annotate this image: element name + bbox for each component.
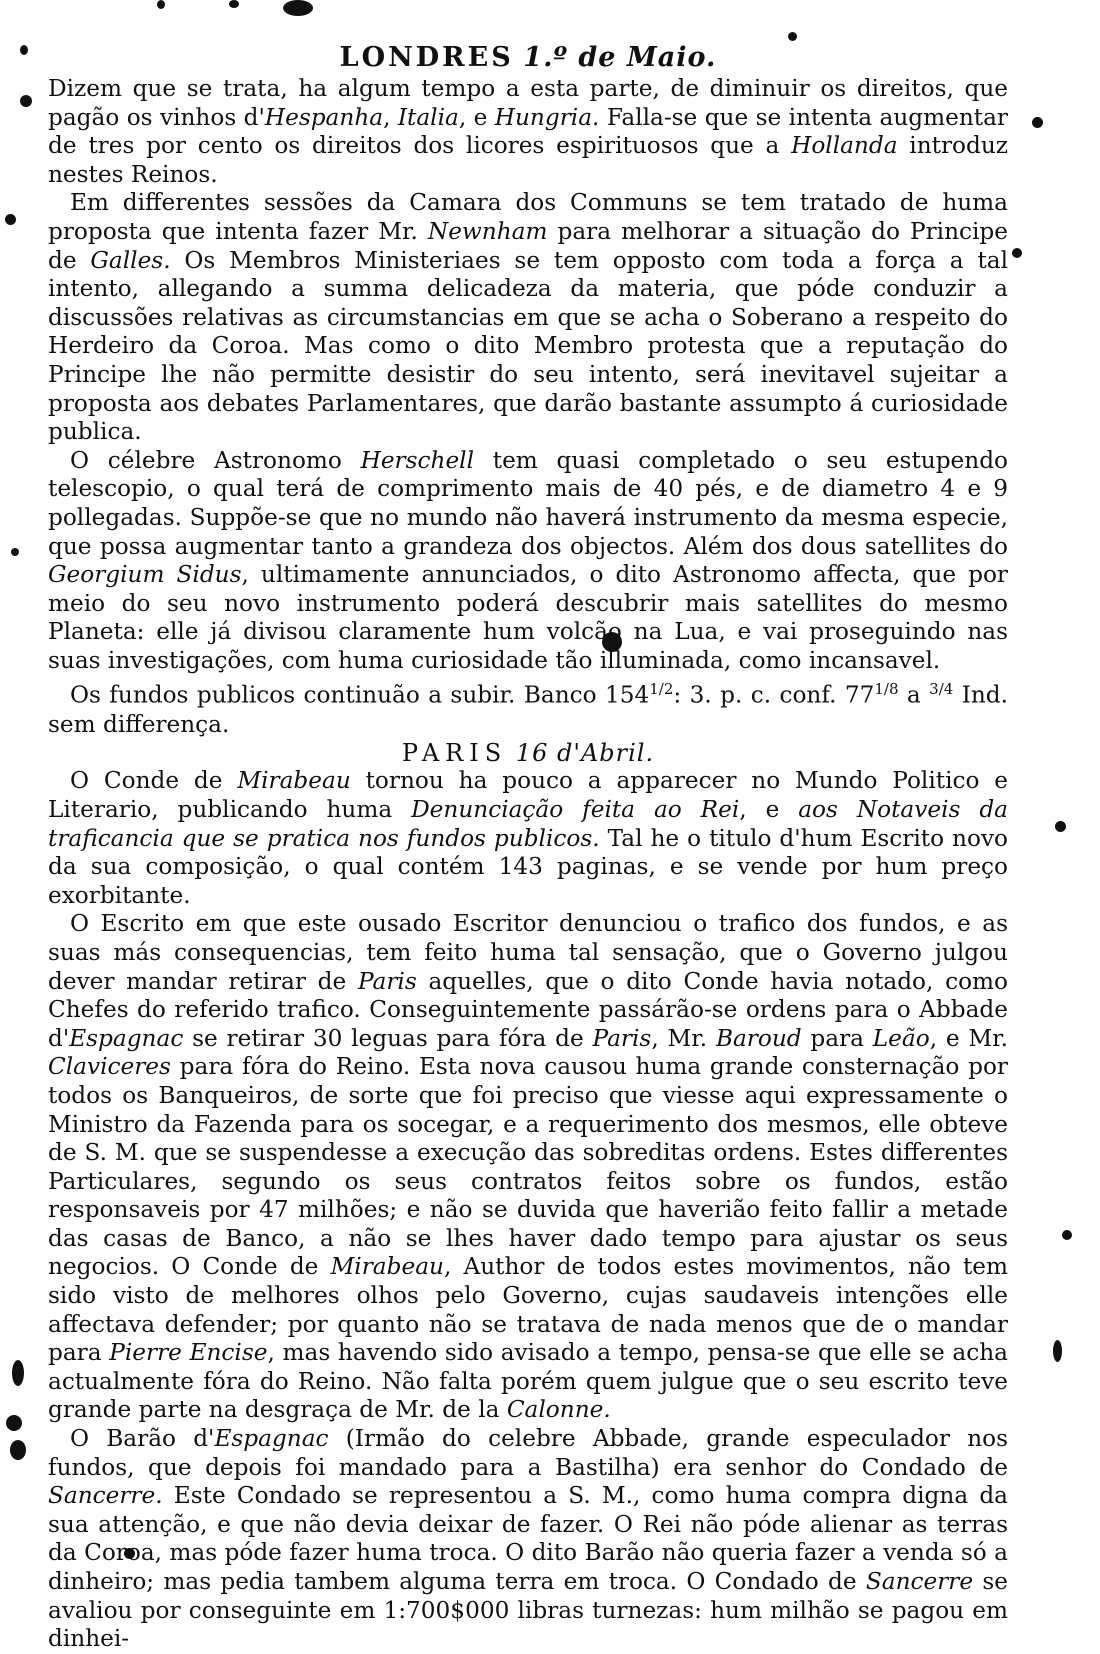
paragraph-escrito <box>48 910 1008 1425</box>
text: , e <box>458 103 495 131</box>
text-italic: Mirabeau <box>330 1253 444 1281</box>
text-italic: Calonne. <box>506 1396 611 1424</box>
paragraph-wine-duties <box>48 75 1008 189</box>
text-italic: Georgium Sidus <box>48 561 242 589</box>
text: Os fundos publicos continuão a subir. Banco 154 <box>70 682 650 710</box>
text: introduz nestes Reinos. <box>48 132 1009 188</box>
ink-speck <box>20 45 28 55</box>
text: , <box>383 103 398 131</box>
paragraph-funds <box>48 675 1008 739</box>
text: Os Membros Ministeriaes se tem opposto com toda a força a tal intento, allegando a summa delicadeza da materia, que póde conduzir a discussões relativas as circumstancias em que se acha o Soberano a respeito do Herdeiro da Coroa. Mas como o dito Membro protesta que a reputação do Principe lhe não permitte desistir do seu intento, será inevitavel sujeitar a proposta aos debates Parlamentares, que darão bastante assumpto á curiosidade publica. <box>48 246 1009 446</box>
heading-city: PARIS <box>401 739 508 768</box>
text-italic: Galles. <box>90 246 171 274</box>
text-italic: Herschell <box>360 446 475 474</box>
fraction: 3/4 <box>929 680 954 699</box>
paragraph-herschel <box>48 447 1008 676</box>
heading-london <box>48 42 1008 73</box>
ink-speck <box>157 0 165 9</box>
text: tem quasi completado o seu estupendo telescopio, o qual terá de comprimento mais de 40 pés, e de diametro 4 e 9 pollegadas. Suppõe-se que no mundo não haverá instrumento da mesma especie, que possa augmentar tanto a grandeza dos objectos. Além dos dous satellites do <box>48 446 1008 560</box>
text: Tal he o titulo d'hum Escrito novo da sua composição, o qual contém 143 paginas, e se vende por hum preço exorbitante. <box>48 824 1009 909</box>
ink-speck <box>229 0 239 8</box>
text-italic: Pierre Encise <box>109 1339 268 1367</box>
text-italic: Mirabeau <box>237 767 351 795</box>
text: tornou ha pouco a apparecer no Mundo Politico e Literario, publicando huma <box>48 767 1009 823</box>
fraction: 1/8 <box>874 680 899 699</box>
fraction: 1/2 <box>649 680 674 699</box>
paragraph-barao <box>48 1425 1008 1654</box>
text-italic: Newnham <box>427 217 548 245</box>
text-italic: Denunciação feita ao Rei <box>411 795 740 823</box>
text: O célebre Astronomo <box>70 446 361 474</box>
text-italic: Baroud <box>715 1024 802 1052</box>
paragraph-commons <box>48 189 1008 446</box>
text: Ind. sem differença. <box>48 682 1009 738</box>
text: Dizem que se trata, ha algum tempo a esta parte, de diminuir os direitos, que pagão os vinhos d' <box>48 75 1008 131</box>
text: Em differentes sessões da Camara dos Communs se tem tratado de huma proposta que intenta fazer Mr. <box>48 189 1008 245</box>
newspaper-page <box>48 28 1009 1653</box>
ink-speck <box>10 1440 26 1460</box>
heading-paris <box>48 739 1008 767</box>
ink-speck <box>1055 821 1066 832</box>
text-italic: aos Notaveis da traficancia que se pratica nos fundos publicos. <box>48 795 1008 852</box>
text-italic: Paris <box>357 967 417 995</box>
ink-speck <box>283 0 313 16</box>
ink-speck <box>1032 117 1043 128</box>
text: Este Condado se representou a S. M., como huma compra digna da sua attenção, e que não devia deixar de fazer. O Rei não póde alienar as terras da Coroa, mas póde fazer huma troca. O dito Barão não queria fazer a venda só a dinheiro; mas pedia tambem alguma terra em troca. O Condado de <box>48 1482 1008 1596</box>
ink-speck <box>6 1415 22 1431</box>
text: , e <box>739 795 799 823</box>
heading-date: 16 d'Abril. <box>515 739 655 768</box>
text: se avaliou por conseguinte em 1:700$000 libras turnezas: hum milhão se pagou em dinhei- <box>48 1568 1008 1653</box>
text: , e Mr. <box>929 1024 1009 1052</box>
ink-speck <box>1053 1340 1062 1362</box>
text: : 3. p. c. conf. 77 <box>673 682 875 710</box>
text-italic: Paris <box>592 1024 652 1052</box>
text: para melhorar a situação do Principe de <box>48 217 1008 274</box>
text-italic: Hungria <box>494 103 593 131</box>
text: O Escrito em que este ousado Escritor denunciou o trafico dos fundos, e as suas más consequencias, tem feito huma tal sensação, que o Governo julgou dever mandar retirar de <box>48 910 1008 995</box>
ink-speck <box>5 214 16 225</box>
text: a <box>898 682 930 710</box>
ink-speck <box>12 1360 24 1386</box>
text: se retirar 30 leguas para fóra de <box>183 1024 593 1052</box>
ink-speck <box>20 95 32 107</box>
text-italic: Hespanha <box>264 103 384 131</box>
ink-speck <box>1012 248 1022 258</box>
text-italic: Espagnac <box>214 1425 329 1453</box>
text-italic: Leão <box>872 1024 930 1052</box>
text: , Author de todos estes movimentos, não tem sido visto de melhores olhos pelo Governo, cujas saudaveis intenções elle affectava defender; por quanto não se tratava de nada menos que de o mandar para <box>48 1253 1008 1367</box>
text-italic: Italia <box>397 103 459 131</box>
heading-date: 1.º de Maio. <box>523 42 717 73</box>
text: O Conde de <box>70 767 238 795</box>
text: aquelles, que o dito Conde havia notado, como Chefes do referido trafico. Conseguintemente passárão-se ordens para o Abbade d' <box>48 967 1008 1052</box>
text-italic: Espagnac <box>69 1024 184 1052</box>
text: para <box>801 1024 873 1052</box>
heading-city: LONDRES <box>339 42 514 73</box>
text: O Barão d' <box>70 1425 215 1453</box>
text-italic: Sancerre <box>865 1568 974 1596</box>
text: , ultimamente annunciados, o dito Astronomo affecta, que por meio do seu novo instrumento poderá descubrir mais satellites do mesmo Planeta: elle já divisou claramente hum volcão na Lua, e vai proseguindo nas suas investigações, com huma curiosidade tão illuminada, como incansavel. <box>48 561 1008 674</box>
text-italic: Sancerre. <box>48 1482 163 1510</box>
paragraph-mirabeau <box>48 767 1008 910</box>
text: (Irmão do celebre Abbade, grande especulador nos fundos, que depois foi mandado para a Bastilha) era senhor do Condado de <box>48 1425 1008 1481</box>
text-italic: Claviceres <box>48 1053 171 1081</box>
text: , mas havendo sido avisado a tempo, pensa-se que elle se acha actualmente fóra do Reino. Não falta porém quem julgue que o seu escrito teve grande parte na desgraça de Mr. de la <box>48 1339 1008 1424</box>
text: , Mr. <box>651 1024 716 1052</box>
ink-speck <box>1062 1230 1072 1240</box>
text: . Falla-se que se intenta augmentar de tres por cento os direitos dos licores espirituosos que a <box>48 103 1009 160</box>
ink-speck <box>11 548 19 556</box>
text-italic: Hollanda <box>791 132 898 160</box>
text: para fóra do Reino. Esta nova causou huma grande consternação por todos os Banqueiros, de sorte que foi preciso que viesse aqui expressamente o Ministro da Fazenda para os socegar, e a requerimento dos mesmos, elle obteve de S. M. que se suspendesse a execução das sobreditas ordens. Estes differentes Particulares, segundo os seus contratos feitos sobre os fundos, estão responsaveis por 47 milhões; e não se duvida que haverião feito fallir a metade das casas de Banco, a não se lhes haver dado tempo para ajustar os seus negocios. O Conde de <box>48 1053 1008 1281</box>
